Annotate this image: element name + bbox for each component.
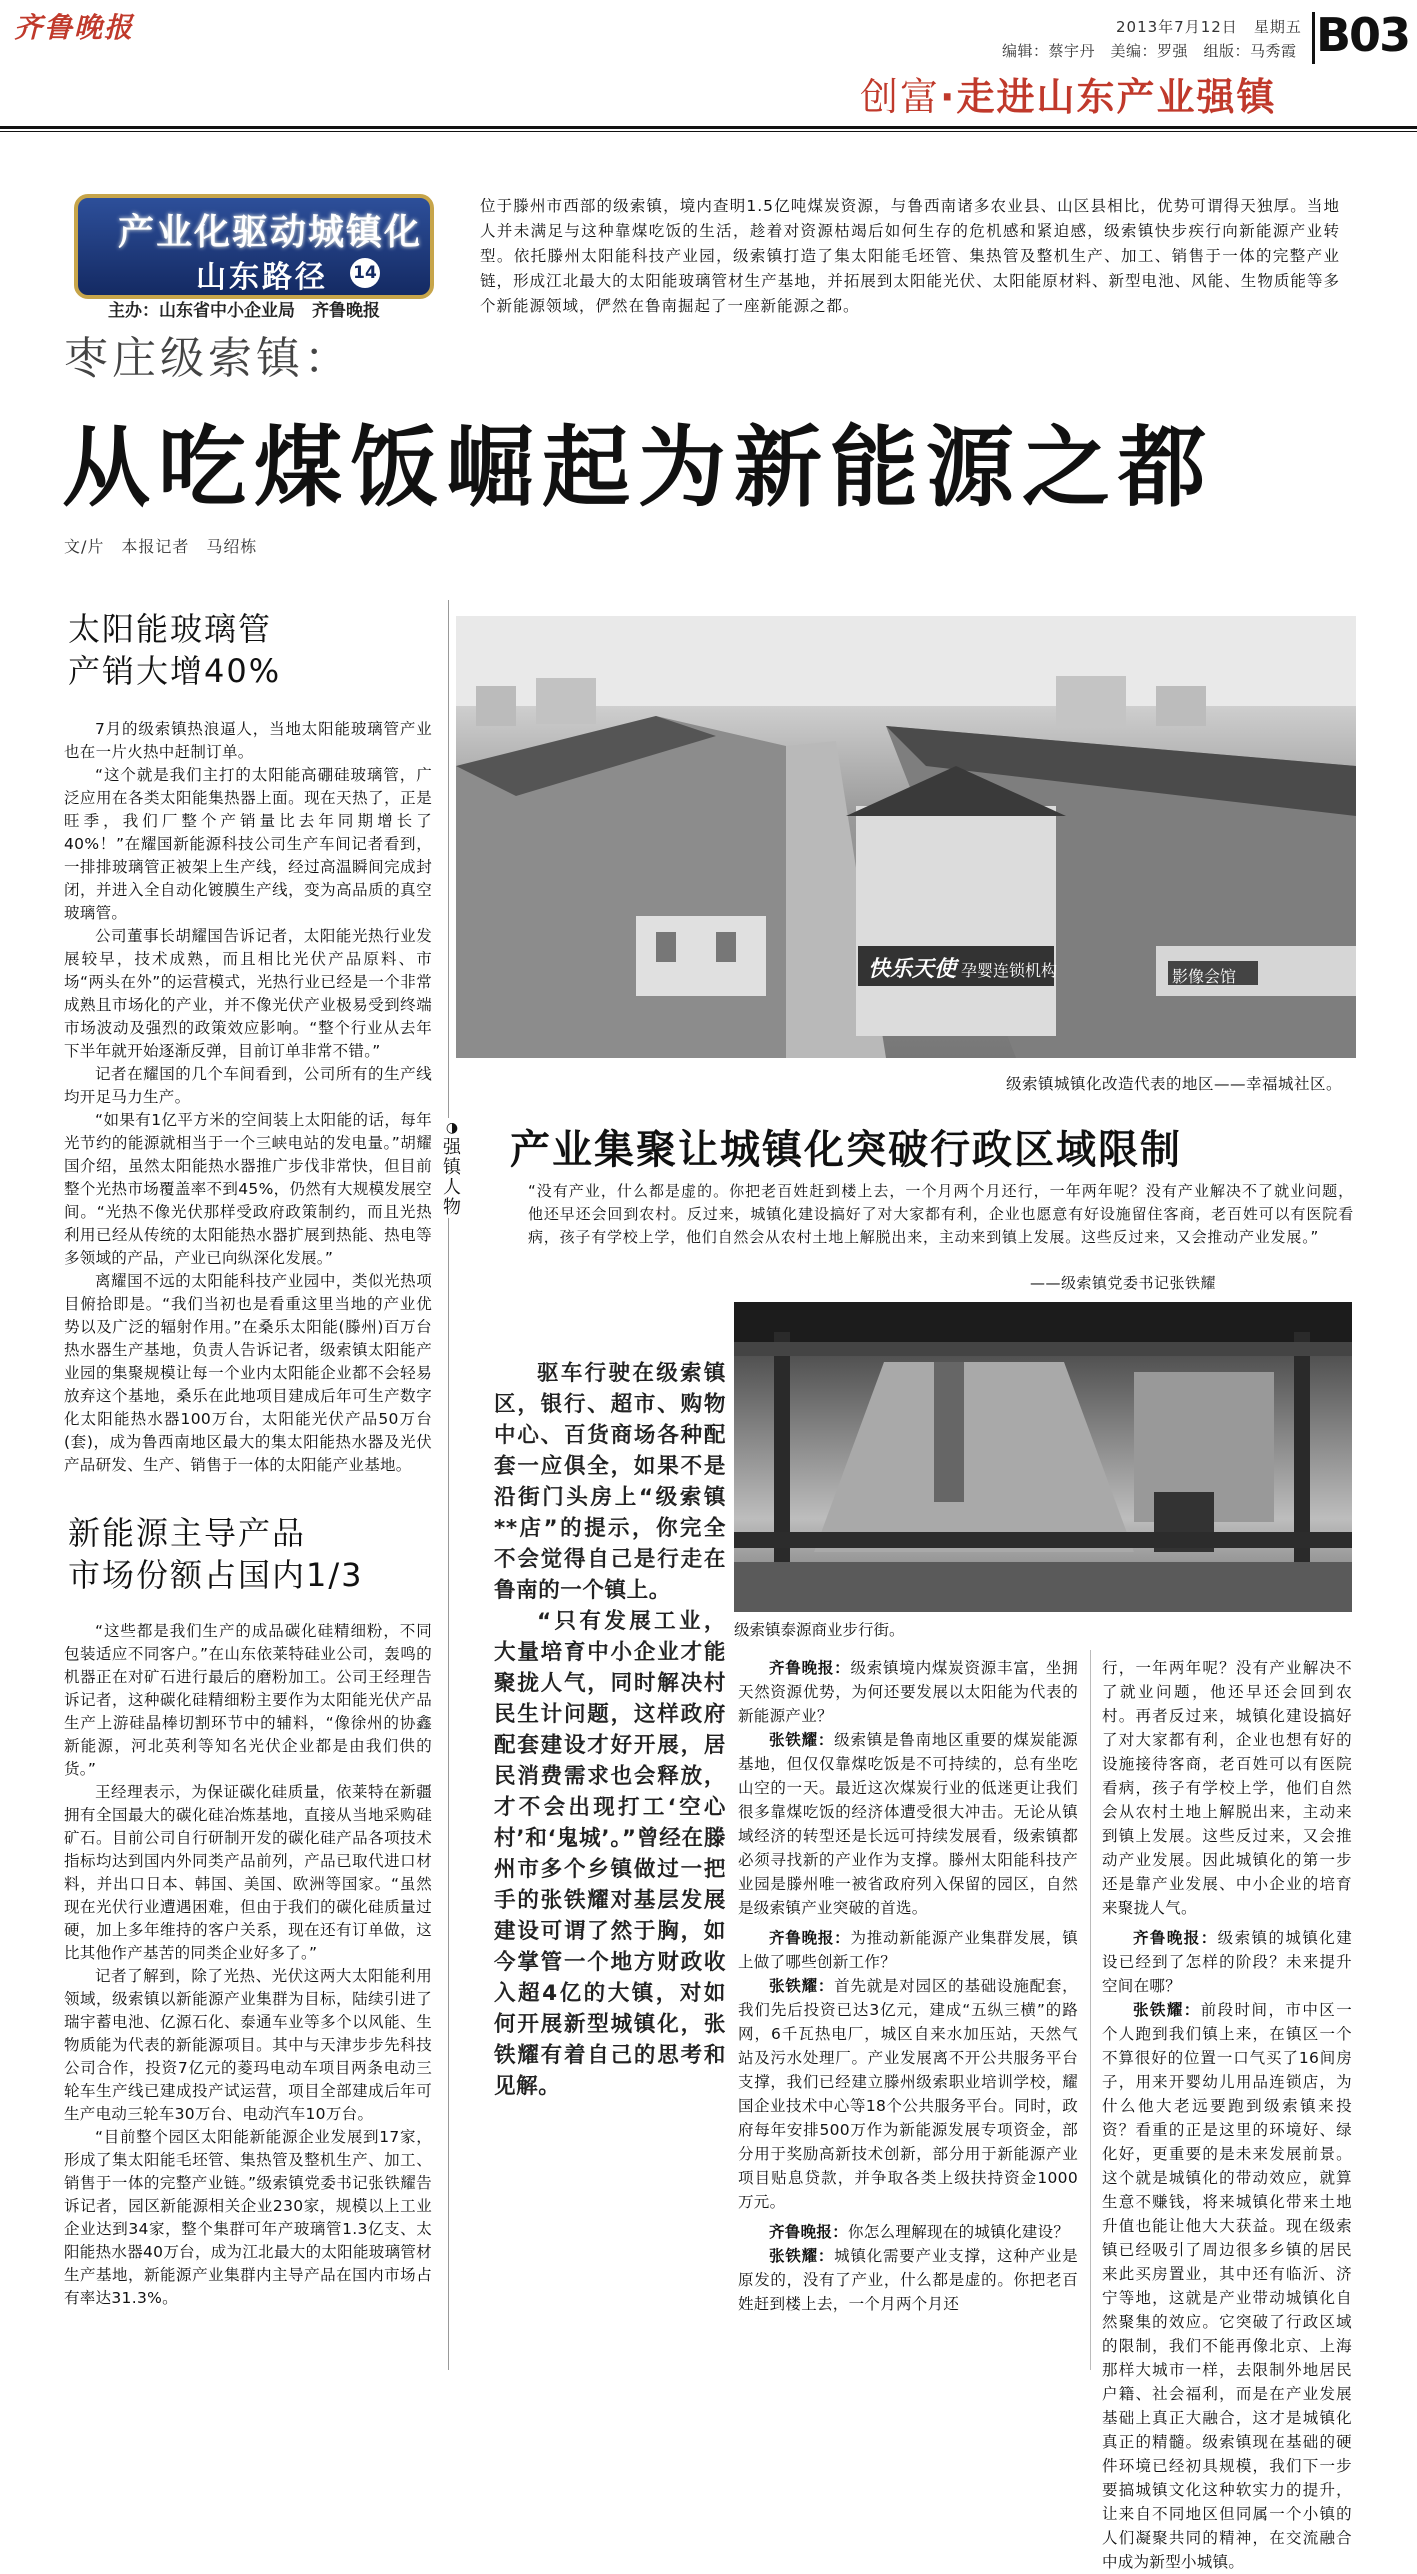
left-body-1 [64,718,432,1477]
paragraph: 离耀国不远的太阳能科技产业园中，类似光热项目俯拾即是。“我们当初也是看重这里当地的产业优势以及广泛的辐射作用。”在桑乐太阳能(滕州)百万台热水器生产基地，负责人告诉记者，级索镇太阳能产业园的集聚规模让每一个业内太阳能企业都不会轻易放弃这个基地，桑乐在此地项目建成后年可生产数字化太阳能热水器100万台，太阳能光伏产品50万台(套)，成为鲁西南地区最大的集太阳能热水器及光伏产品研发、生产、销售于一体的太阳能产业基地。 [64,1272,432,1474]
paragraph: 公司董事长胡耀国告诉记者，太阳能光热行业发展较早，技术成熟，而且相比光伏产品原料、市场“两头在外”的运营模式，光热行业已经是一个非常成熟且市场化的产业，并不像光伏产业极易受到终端市场波动及强烈的政策效应影响。“整个行业从去年下半年就开始逐渐反弹，目前订单非常不错。” [64,927,432,1060]
paragraph: 王经理表示，为保证碳化硅质量，依莱特在新疆拥有全国最大的碳化硅冶炼基地，直接从当地采购硅矿石。目前公司自行研制开发的碳化硅产品各项技术指标均达到国内外同类产品前列，产品已取代进口材料，并出口日本、韩国、美国、欧洲等国家。“虽然现在光伏行业遭遇困难，但由于我们的碳化硅质量过硬，加上多年维持的客户关系，现在还有订单做，这比其他作产基苦的同类企业好多了。” [64,1783,432,1962]
date-text: 2013年7月12日 [1116,18,1238,36]
question-text: 级索镇境内煤炭资源丰富，坐拥天然资源优势，为何还要发展以太阳能为代表的新能源产业？ [738,1659,1078,1725]
section-title [860,66,1276,121]
half-moon-icon: ◑ [445,1120,459,1136]
paragraph: 记者在耀国的几个车间看到，公司所有的生产线均开足马力生产。 [64,1065,432,1106]
photo-caption: 级索镇城镇化改造代表的地区——幸福城社区。 [1006,1075,1343,1093]
speaker-tag: 张铁耀： [769,1731,835,1749]
paragraph: “只有发展工业，大量培育中小企业才能聚拢人气，同时解决村民生计问题，这样政府配套建设才好开展，居民消费需求也会释放，才不会出现打工‘空心村’和‘鬼城’。”曾经在滕州市多个乡镇做过一把手的张铁耀对基层发展建设可谓了然于胸，如今掌管一个地方财政收入超4亿的大镇，对如何开展新型城镇化，张铁耀有着自己的思考和见解。 [494,1609,726,2099]
pull-quote: “没有产业，什么都是虚的。你把老百姓赶到楼上去，一个月两个月还行，一年两年呢？没有产业解决不了就业问题，他还早还会回到农村。反过来，城镇化建设搞好了对大家都有利，企业也愿意有好设施留住客商，老百姓可以有医院看病，孩子有学校上学，他们自然会从农村土地上解脱出来，主动来到镇上发展。这些反过来，又会推动产业发展。” [528,1182,1354,1246]
photo-pedestrian-street [734,1302,1352,1612]
storefront-sign: 孕婴连锁机构 [961,961,1058,980]
question-text: 为推动新能源产业集群发展，镇上做了哪些创新工作？ [738,1929,1078,1971]
speaker-tag: 齐鲁晚报： [769,1929,851,1947]
left-heading-2-line2: 市场份额占国内1/3 [68,1556,364,1594]
column-label [440,1118,464,1218]
paragraph: 7月的级索镇热浪逼人，当地太阳能玻璃管产业也在一片火热中赶制订单。 [64,720,432,761]
page-number-divider [1312,12,1315,64]
kicker: 枣庄级索镇： [64,333,352,384]
interview-question [738,1926,1078,1974]
section-title-text: ·走进山东产业强镇 [940,75,1277,119]
paragraph: 记者了解到，除了光热、光伏这两大太阳能利用领域，级索镇以新能源产业集群为目标，陆续引进了瑞宇蓄电池、亿源石化、泰通车业等多个以风能、生物质能为代表的新能源项目。其中与天津步步先科技公司合作，投资7亿元的菱玛电动车项目两条电动三轮车生产线已建成投产试运营，项目全部建成后年可生产电动三轮车30万台、电动汽车10万台。 [64,1967,432,2123]
paragraph: “如果有1亿平方米的空间装上太阳能的话，每年光节约的能源就相当于一个三峡电站的发电量。”胡耀国介绍，虽然太阳能热水器推广步伐非常快，但目前整个光热市场覆盖率不到45%，仍然有大规模发展空间。“光热不像光伏那样受政府政策制约，而且光热利用已经从传统的太阳能热水器扩展到热能、热电等多领域的产品，产业已向纵深化发展。” [64,1111,432,1267]
answer-text: 前段时间，市中区一个人跑到我们镇上来，在镇区一个不算很好的位置一口气买了16间房子，用来开婴幼儿用品连锁店，为什么他大老远要跑到级索镇来投资？看重的正是这里的环境好、绿化好，更重要的是未来发展前景。这个就是城镇化的带动效应，就算生意不赚钱，将来城镇化带来土地升值也能让他大大获益。现在级索镇已经吸引了周边很多乡镇的居民来此买房置业，其中还有临沂、济宁等地，这就是产业带动城镇化自然聚集的效应。它突破了行政区域的限制，我们不能再像北京、上海那样大城市一样，去限制外地居民户籍、社会福利，而是在产业发展基础上真正大融合，这才是城镇化真正的精髓。级索镇现在基础的硬件环境已经初具规模，我们下一步要搞城镇文化这种软实力的提升，让来自不同地区但同属一个小镇的人们凝聚共同的精神，在交流融合中成为新型小城镇。 [1102,2001,1352,2571]
headline: 从吃煤饭崛起为新能源之都 [62,416,1215,519]
newspaper-logo: 齐鲁晚报 [14,11,135,44]
answer-text: 城镇化需要产业支撑，这种产业是原发的，没有了产业，什么都是虚的。你把老百姓赶到楼上去，一个月两个月还 [738,2247,1078,2313]
interview-answer: 行，一年两年呢？没有产业解决不了就业问题，他还早还会回到农村。再者反过来，城镇化建设搞好了对大家都有利，企业也想有好的设施接待客商，老百姓可以有医院看病，孩子有学校上学，他们自然会从农村土地上解脱出来，主动来到镇上发展。这些反过来，又会推动产业发展。因此城镇化的第一步还是靠产业发展、中小企业的培育来聚拢人气。 [1102,1659,1352,1917]
page-number: B03 [1316,8,1410,62]
interview-column-1 [738,1656,1078,2316]
paragraph: “这个就是我们主打的太阳能高硼硅玻璃管，广泛应用在各类太阳能集热器上面。现在天热了，正是旺季，我们厂整个产销量比去年同期增长了40%！”在耀国新能源科技公司生产车间记者看到，一排排玻璃管正被架上生产线，经过高温瞬间完成封闭，并进入全自动化镀膜生产线，变为高品质的真空玻璃管。 [64,766,432,922]
header-rule [0,126,1417,129]
header-rule-thin [0,131,1417,132]
left-heading-1-line1: 太阳能玻璃管 [68,610,273,648]
issue-date [1116,16,1302,37]
byline: 文/片 本报记者 马绍栋 [64,537,258,556]
left-heading-2 [68,1512,364,1596]
series-number: 14 [350,258,380,288]
interview-answer [738,2244,1078,2316]
interview-answer [738,1728,1078,1920]
speaker-tag: 张铁耀： [1133,2001,1201,2019]
section-prefix: 创富 [860,75,941,119]
interview-question [738,1656,1078,1728]
series-host: 主办：山东省中小企业局 齐鲁晚报 [108,301,380,321]
interview-question [738,2220,1078,2244]
storefront-sign: 快乐天使 [868,957,957,982]
photo-caption: 级索镇泰源商业步行街。 [734,1621,905,1639]
interview-column-2 [1102,1656,1352,2574]
question-text: 你怎么理解现在的城镇化建设？ [848,2223,1070,2241]
column-divider [1090,1650,1091,2370]
speaker-tag: 张铁耀： [769,2247,835,2265]
column-divider [448,600,449,2370]
photo-xingfucheng-community [456,616,1356,1058]
paragraph: “这些都是我们生产的成品碳化硅精细粉，不同包装适应不同客户。”在山东依莱特硅业公司，轰鸣的机器正在对矿石进行最后的磨粉加工。公司王经理告诉记者，这种碳化硅精细粉主要作为太阳能光伏产品生产上游硅晶棒切割环节中的辅料，“像徐州的协鑫新能源，河北英利等知名光伏企业都是由我们供的货。” [64,1622,432,1778]
editor-credits: 编辑：蔡宇丹 美编：罗强 组版：马秀霞 [1002,42,1297,60]
photo-illustration [456,616,1356,1058]
pull-quote-source: ——级索镇党委书记张铁耀 [1030,1274,1217,1292]
left-heading-1 [68,608,281,692]
weekday-text: 星期五 [1253,18,1302,36]
answer-text: 首先就是对园区的基础设施配套，我们先后投资已达3亿元，建成“五纵三横”的路网，6千瓦热电厂，城区自来水加压站，天然气站及污水处理厂。产业发展离不开公共服务平台支撑，我们已经建立滕州级索职业培训学校，耀国企业技术中心等18个公共服务平台。同时，政府每年安排500万作为新能源发展专项资金，部分用于奖励高新技术创新，部分用于新能源产业项目贴息贷款，并争取各类上级扶持资金1000万元。 [738,1977,1078,2211]
storefront-sign: 影像会馆 [1172,967,1237,986]
answer-text: 级索镇是鲁南地区重要的煤炭能源基地，但仅仅靠煤吃饭是不可持续的，总有坐吃山空的一天。最近这次煤炭行业的低迷更让我们很多靠煤吃饭的经济体遭受很大冲击。无论从镇域经济的转型还是长远可持续发展看，级索镇都必须寻找新的产业作为支撑。滕州太阳能科技产业园是滕州唯一被省政府列入保留的园区，自然是级索镇产业突破的首选。 [738,1731,1078,1917]
photo-illustration [734,1302,1352,1612]
feature-lead [494,1358,726,2102]
interview-answer [1102,1998,1352,2574]
left-body-2 [64,1620,432,2310]
paragraph: “目前整个园区太阳能新能源企业发展到17家，形成了集太阳能毛坯管、集热管及整机生产、加工、销售于一体的完整产业链。”级索镇党委书记张铁耀告诉记者，园区新能源相关企业230家，规模以上工业企业达到34家，整个集群可年产玻璃管1.3亿支、太阳能热水器40万台，成为江北最大的太阳能玻璃管材生产基地，新能源产业集群内主导产品在国内市场占有率达31.3%。 [64,2128,432,2307]
speaker-tag: 齐鲁晚报： [769,1659,851,1677]
left-heading-1-line2: 产销大增40% [68,652,282,690]
sub-headline: 产业集聚让城镇化突破行政区域限制 [510,1127,1182,1173]
interview-answer [738,1974,1078,2214]
speaker-tag: 齐鲁晚报： [769,2223,849,2241]
series-subtitle: 山东路径 [196,260,328,295]
question-text: 级索镇的城镇化建设已经到了怎样的阶段？未来提升空间在哪？ [1102,1929,1352,1995]
speaker-tag: 张铁耀： [769,1977,835,1995]
column-label-text: 强镇人物 [443,1137,461,1218]
speaker-tag: 齐鲁晚报： [1133,1929,1218,1947]
left-heading-2-line1: 新能源主导产品 [68,1514,307,1552]
intro-paragraph: 位于滕州市西部的级索镇，境内查明1.5亿吨煤炭资源，与鲁西南诸多农业县、山区县相比，优势可谓得天独厚。当地人并未满足与这种靠煤吃饭的生活，趁着对资源枯竭后如何生存的危机感和紧迫感，级索镇快步疾行向新能源产业转型。依托滕州太阳能科技产业园，级索镇打造了集太阳能毛坯管、集热管及整机生产、加工、销售于一体的完整产业链，形成江北最大的太阳能玻璃管材生产基地，并拓展到太阳能光伏、太阳能原材料、新型电池、风能、生物质能等多个新能源领域，俨然在鲁南掘起了一座新能源之都。 [480,197,1340,315]
paragraph: 驱车行驶在级索镇区，银行、超市、购物中心、百货商场各种配套一应俱全，如果不是沿街门头房上“级索镇**店”的提示，你完全不会觉得自己是行走在鲁南的一个镇上。 [494,1361,726,1603]
interview-question [1102,1926,1352,1998]
series-title: 产业化驱动城镇化 [118,212,423,253]
